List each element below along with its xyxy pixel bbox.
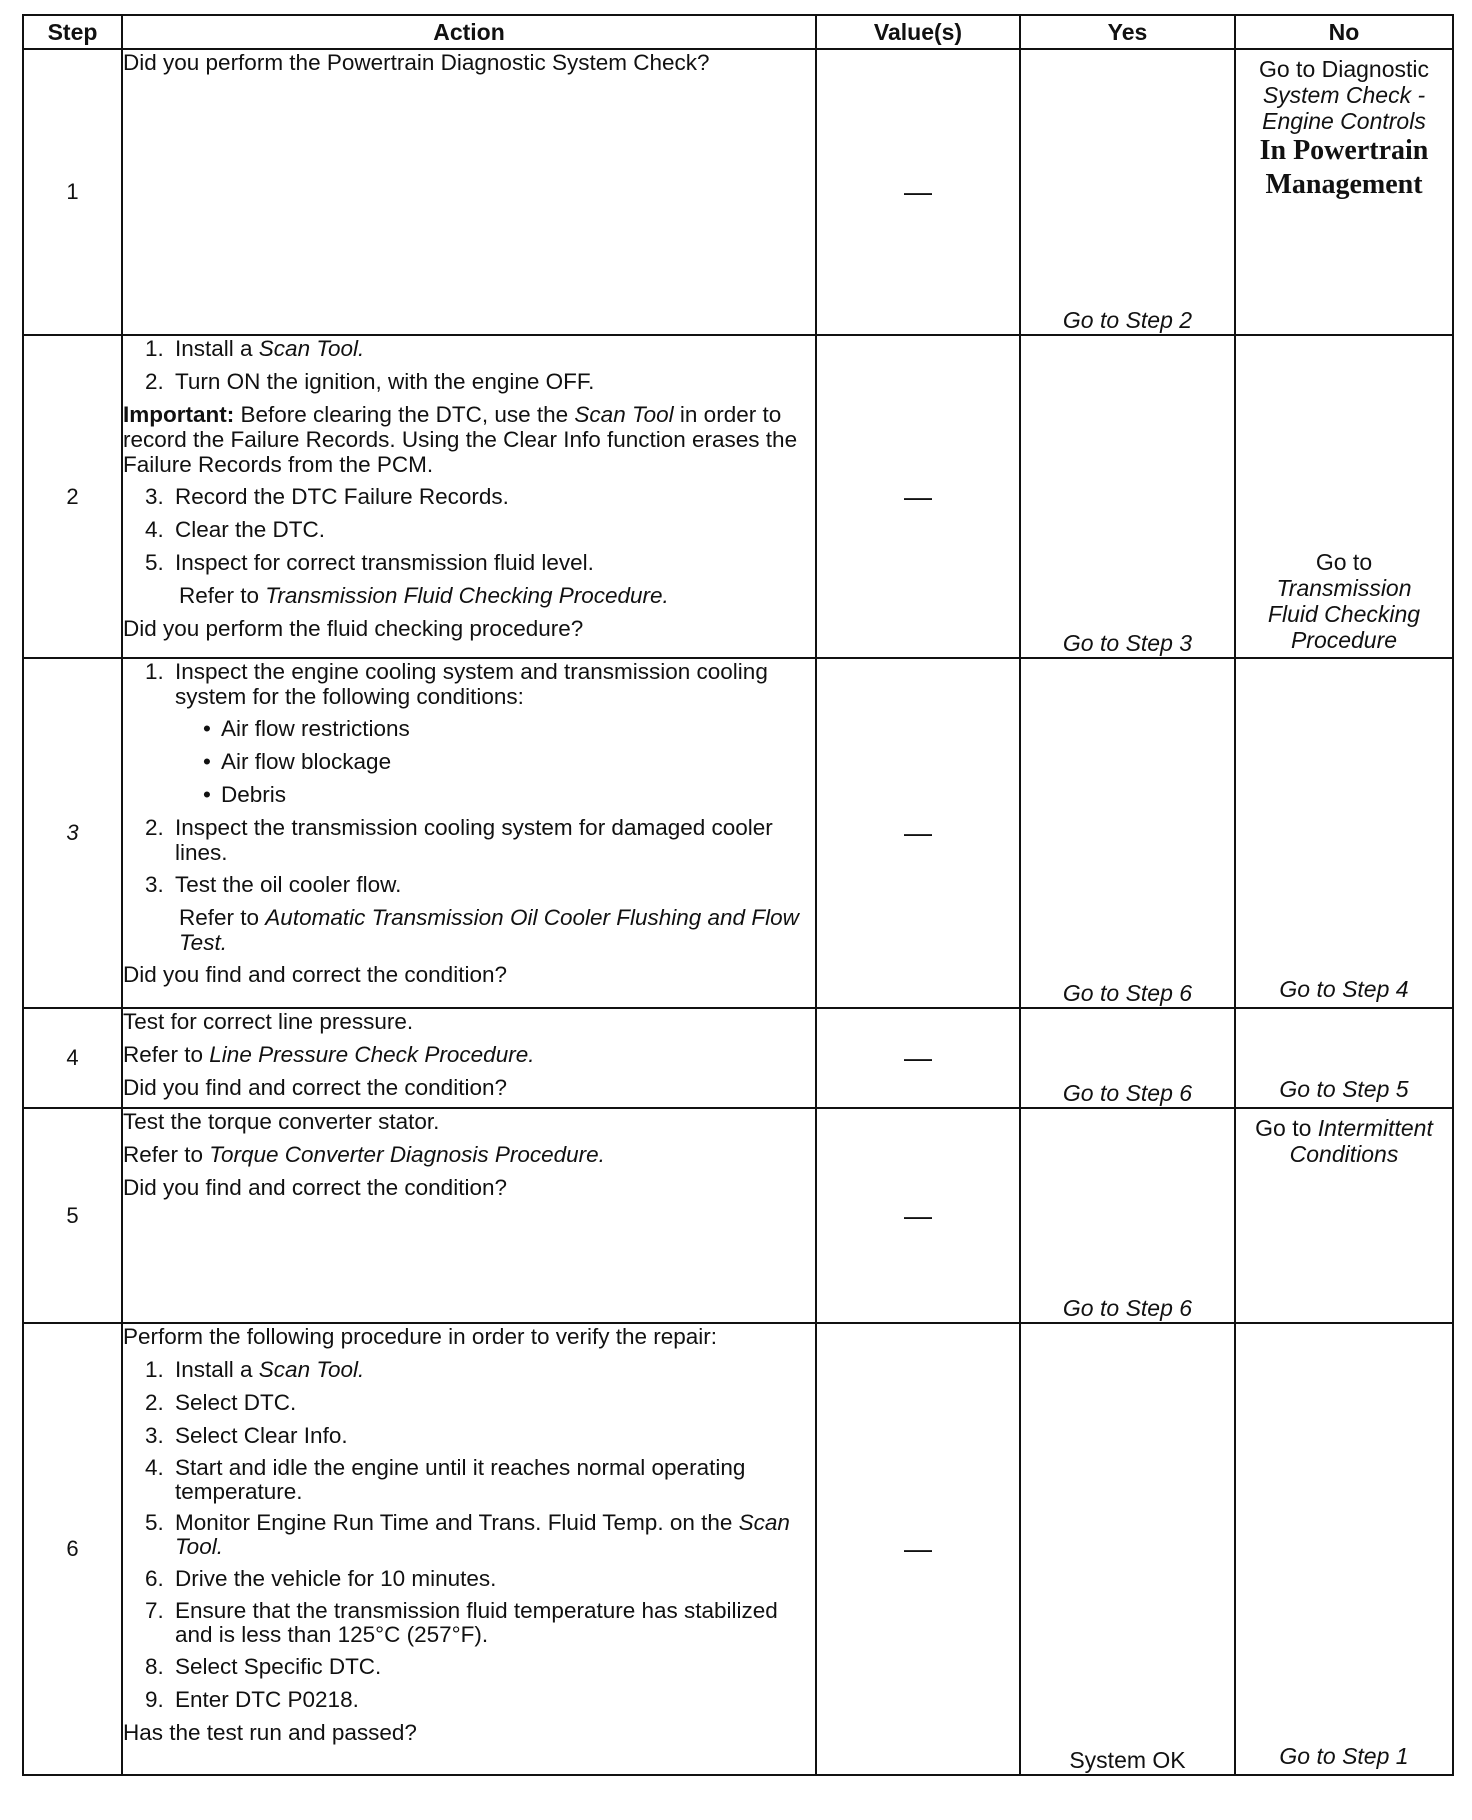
reference-text: Refer to Line Pressure Check Procedure. <box>123 1042 535 1067</box>
value-cell: — <box>816 658 1020 1008</box>
value-cell: — <box>816 335 1020 658</box>
list-item: 3. Select Clear Info. <box>145 1423 348 1448</box>
list-item: 2. Inspect the transmission cooling system for damaged cooler lines. <box>145 815 773 865</box>
action-question: Did you perform the Powertrain Diagnostic System Check? <box>123 50 710 75</box>
no-cell: Go to Step 1 <box>1235 1323 1453 1775</box>
action-cell <box>122 1008 816 1108</box>
value-cell: — <box>816 1008 1020 1108</box>
action-cell <box>122 335 816 658</box>
action-question: Has the test run and passed? <box>123 1720 417 1745</box>
important-note: Important: Before clearing the DTC, use the Scan Tool in order to record the Failure Records. Using the Clear Info function erases the Failure Records from the PCM. <box>123 402 798 477</box>
yes-cell: Go to Step 3 <box>1020 335 1235 658</box>
yes-cell: System OK <box>1020 1323 1235 1775</box>
table-row <box>23 1008 1453 1108</box>
list-item: 1. Install a Scan Tool. <box>145 1357 365 1382</box>
no-text: Go to Diagnostic <box>1258 56 1430 82</box>
header-step: Step <box>23 15 122 49</box>
no-cell <box>1235 49 1453 335</box>
no-text: Intermittent <box>1317 1115 1433 1141</box>
header-yes: Yes <box>1020 15 1235 49</box>
no-text: Conditions <box>1289 1141 1399 1167</box>
table-row <box>23 658 1453 1008</box>
no-text: Procedure <box>1290 627 1398 653</box>
action-cell <box>122 1323 816 1775</box>
action-cell <box>122 658 816 1008</box>
no-text: In Powertrain <box>1259 135 1429 166</box>
list-item: 2. Select DTC. <box>145 1390 297 1415</box>
no-text: Go to <box>1255 1115 1318 1141</box>
list-item: 3. Test the oil cooler flow. <box>145 872 402 897</box>
yes-cell: Go to Step 2 <box>1020 49 1235 335</box>
list-item: 4. Start and idle the engine until it reaches normal operating temperature. <box>145 1455 746 1504</box>
yes-cell: Go to Step 6 <box>1020 1008 1235 1108</box>
list-item: 2. Turn ON the ignition, with the engine OFF. <box>145 369 595 394</box>
action-text: Test for correct line pressure. <box>123 1009 414 1034</box>
action-cell <box>122 1108 816 1323</box>
value-cell: — <box>816 49 1020 335</box>
action-text: Test the torque converter stator. <box>123 1109 440 1134</box>
no-text: Transmission <box>1276 575 1412 601</box>
list-item: 6. Drive the vehicle for 10 minutes. <box>145 1566 497 1591</box>
header-action: Action <box>122 15 816 49</box>
list-item: • Debris <box>203 782 287 807</box>
no-cell <box>1235 335 1453 658</box>
no-cell: Go to Step 4 <box>1235 658 1453 1008</box>
list-item: 3. Record the DTC Failure Records. <box>145 484 509 509</box>
no-text: System Check - <box>1262 82 1426 108</box>
no-cell: Go to Step 5 <box>1235 1008 1453 1108</box>
table-row <box>23 1323 1453 1775</box>
reference-text: Refer to Torque Converter Diagnosis Procedure. <box>123 1142 605 1167</box>
header-row <box>23 15 1453 49</box>
yes-cell: Go to Step 6 <box>1020 1108 1235 1323</box>
action-text: Perform the following procedure in order to verify the repair: <box>123 1324 718 1349</box>
list-item: • Air flow blockage <box>203 749 392 774</box>
reference-text: Refer to Transmission Fluid Checking Procedure. <box>179 583 669 608</box>
no-text: Go to <box>1315 549 1373 575</box>
table-row <box>23 335 1453 658</box>
step-number: 5 <box>23 1108 122 1323</box>
no-text: Fluid Checking <box>1267 601 1421 627</box>
reference-text: Refer to Automatic Transmission Oil Cooler Flushing and Flow Test. <box>179 905 799 955</box>
no-cell <box>1235 1108 1453 1323</box>
action-question: Did you find and correct the condition? <box>123 1075 507 1100</box>
list-item: 5. Inspect for correct transmission fluid level. <box>145 550 594 575</box>
step-number: 1 <box>23 49 122 335</box>
list-item: 1. Inspect the engine cooling system and transmission cooling system for the following conditions: <box>145 659 768 709</box>
no-text: Management <box>1265 169 1423 200</box>
table-row <box>23 1108 1453 1323</box>
step-number: 3 <box>23 658 122 1008</box>
step-number: 4 <box>23 1008 122 1108</box>
list-item: 8. Select Specific DTC. <box>145 1654 382 1679</box>
list-item: 4. Clear the DTC. <box>145 517 326 542</box>
list-item: • Air flow restrictions <box>203 716 410 741</box>
yes-cell: Go to Step 6 <box>1020 658 1235 1008</box>
list-item: 1. Install a Scan Tool. <box>145 336 365 361</box>
list-item: 5. Monitor Engine Run Time and Trans. Fluid Temp. on the Scan Tool. <box>145 1510 790 1559</box>
step-number: 6 <box>23 1323 122 1775</box>
action-cell <box>122 49 816 335</box>
value-cell: — <box>816 1323 1020 1775</box>
action-question: Did you find and correct the condition? <box>123 1175 507 1200</box>
step-number: 2 <box>23 335 122 658</box>
action-question: Did you perform the fluid checking procedure? <box>123 616 584 641</box>
header-values: Value(s) <box>816 15 1020 49</box>
no-text: Engine Controls <box>1262 108 1426 134</box>
table-row <box>23 49 1453 335</box>
header-no: No <box>1235 15 1453 49</box>
list-item: 9. Enter DTC P0218. <box>145 1687 359 1712</box>
diagnostic-table <box>22 14 1454 1776</box>
list-item: 7. Ensure that the transmission fluid temperature has stabilized and is less than 125°C (257°F). <box>145 1598 778 1647</box>
value-cell: — <box>816 1108 1020 1323</box>
action-question: Did you find and correct the condition? <box>123 962 507 987</box>
